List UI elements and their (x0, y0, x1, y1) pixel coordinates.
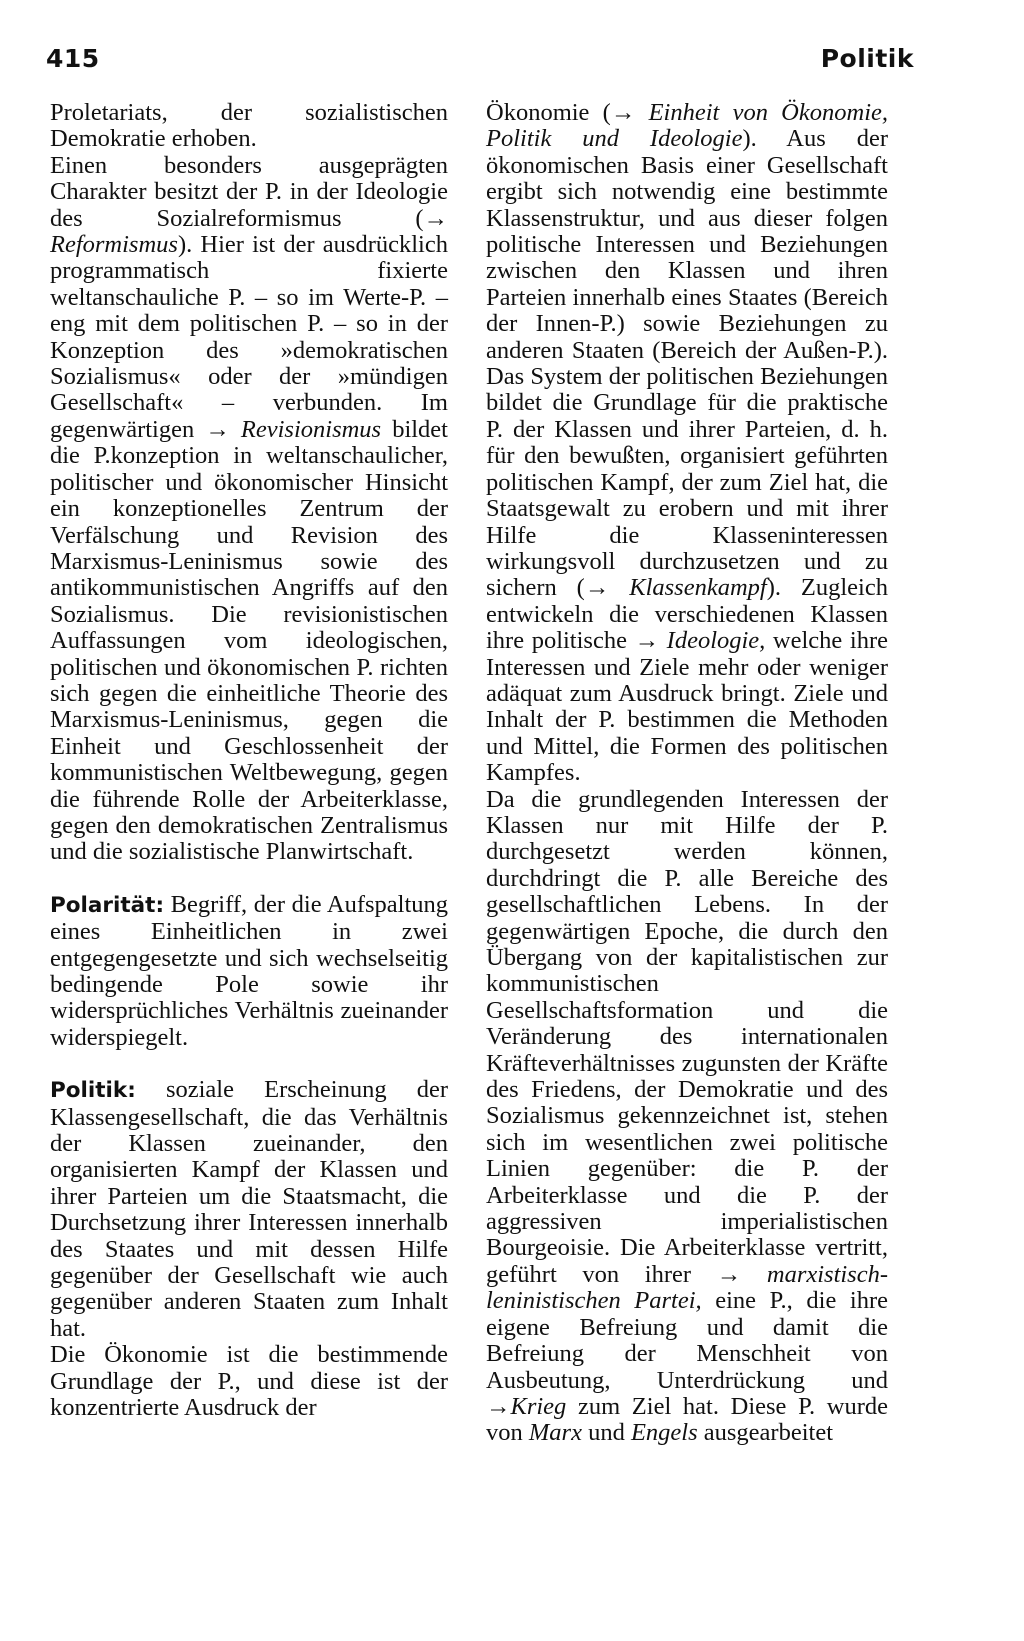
cross-reference-arrow-icon: → (634, 627, 660, 655)
entry-term-politik: Politik: (50, 1078, 136, 1104)
cross-reference-krieg[interactable]: Krieg (510, 1392, 567, 1420)
paragraph-sozialreformismus (50, 153, 448, 866)
paragraph-politische-linien (486, 787, 888, 1447)
cross-reference-klassenkampf[interactable]: Klassenkampf (609, 574, 767, 602)
cross-reference-reformismus[interactable]: Reformismus (50, 231, 178, 259)
paragraph-text: Ökonomie ( (486, 99, 611, 126)
cross-reference-arrow-icon: → (610, 99, 636, 126)
paragraph-text: ). Aus der ökonomischen Basis einer Gesellschaft ergibt sich notwendig eine bestimmte Klassenstruktur, und aus dieser folgen politische Interessen und Beziehungen zwischen den Klassen und ihren Parteien innerhalb eines Staates (Bereich der Innen-P.) sowie Beziehungen zu anderen Staaten (Bereich der Außen-P.). Das System der politischen Beziehungen bildet die Grundlage für die praktische P. der Klassen und ihrer Parteien, d. h. für den bewußten, organisiert geführten politischen Kampf, der zum Ziel hat, die Staatsgewalt zu erobern und mit ihrer Hilfe die Klasseninteressen wirkungsvoll durchzusetzen und zu sichern ( (486, 125, 888, 602)
paragraph-text: ). Hier ist der ausdrücklich programmatisch fixierte weltanschauliche P. – so im Werte-P. – eng mit dem politischen P. – so in der Konzeption des »demokratischen Sozialismus« oder der »mündigen Gesellschaft« – verbunden. Im gegenwärtigen (50, 231, 448, 443)
paragraph-text: und (581, 1419, 631, 1447)
paragraph-oekonomie: Die Ökonomie ist die bestimmende Grundlage der P., und diese ist der konzentrierte Ausdruck der (50, 1341, 448, 1422)
paragraph-text: ausgearbeitet (697, 1419, 834, 1447)
cross-reference-arrow-icon: → (584, 574, 610, 602)
cross-reference-partei[interactable]: marxistisch-leninistischen Partei, (486, 1260, 888, 1315)
cross-reference-einheit[interactable]: Einheit von Ökonomie, Politik und Ideologie (486, 99, 888, 153)
entry-definition: soziale Erscheinung der Klassengesellschaft, die das Verhältnis der Klassen zueinander, den organisierten Kampf der Klassen und ihrer Parteien um die Staatsmacht, die Durchsetzung ihrer Interessen innerhalb des Staates und mit dessen Hilfe gegenüber der Gesellschaft wie auch gegenüber anderen Staaten zum Inhalt hat. (50, 1076, 448, 1342)
cross-reference-revisionismus[interactable]: Revisionismus (229, 415, 382, 443)
cross-reference-arrow-icon: → (205, 415, 230, 443)
paragraph-text: Da die grundlegenden Interessen der Klassen nur mit Hilfe der P. durchgesetzt werden können, durchdringt die P. alle Bereiche des gesellschaftlichen Lebens. In der gegenwärtigen Epoche, die durch den Übergang von der kapitalistischen zur kommunistischen Gesellschaftsformation und die Veränderung des internationalen Kräfteverhältnisses zugunsten der Kräfte des Friedens, der Demokratie und des Sozialismus gekennzeichnet ist, stehen sich im wesentlichen zwei politische Linien gegenüber: die P. der Arbeiterklasse und die P. der aggressiven imperialistischen Bourgeoisie. Die Arbeiterklasse vertritt, geführt von ihrer (486, 785, 888, 1288)
cross-reference-arrow-icon: → (716, 1260, 742, 1288)
entry-politik (50, 1077, 448, 1342)
page-number: 415 (46, 44, 100, 73)
paragraph-text: ). Zugleich entwickeln die verschiedenen Klassen ihre politische (486, 574, 888, 655)
person-name-engels: Engels (630, 1419, 698, 1447)
left-column (50, 100, 448, 1422)
paragraph-text: eine P., die ihre eigene Befreiung und damit die Befreiung der Menschheit von Ausbeutung, Unterdrückung und (486, 1287, 888, 1394)
paragraph-text: bildet die P.konzeption in weltanschaulicher, politischer und ökonomischer Hinsicht ein konzeptionelles Zentrum der Verfälschung und Revision des Marxismus-Leninismus sowie des antikommunistischen Angriffs auf den Sozialismus. Die revisionistischen Auffassungen vom ideologischen, politischen und ökonomischen P. richten sich gegen die einheitliche Theorie des Marxismus-Leninismus, gegen die Einheit und Geschlossenheit der kommunistischen Weltbewegung, gegen die führende Rolle der Arbeiterklasse, gegen den demokratischen Zentralismus und die sozialistische Planwirtschaft. (50, 415, 448, 866)
paragraph-politik-continuation: Proletariats, der sozialistischen Demokratie erhoben. (50, 99, 448, 153)
entry-polaritaet (50, 892, 448, 1051)
person-name-marx: Marx (528, 1419, 582, 1447)
entry-term-polaritaet: Polarität: (50, 892, 165, 918)
paragraph-text: welche ihre Interessen und Ziele mehr oder weniger adäquat zum Ausdruck bringt. Ziele und Inhalt der P. bestimmen die Methoden und Mittel, die Formen des politischen Kampfes. (486, 627, 888, 787)
paragraph-text: zum Ziel hat. Diese P. wurde von (486, 1392, 888, 1447)
paragraph-text: Einen besonders ausgeprägten Charakter besitzt der P. in der Ideologie des Sozialreformismus ( (50, 151, 448, 232)
right-column (486, 100, 888, 1447)
entry-definition: Begriff, der die Aufspaltung eines Einheitlichen in zwei entgegengesetzte und sich wechselseitig bedingende Pole sowie ihr widersprüchliches Verhältnis zueinander widerspiegelt. (50, 890, 448, 1051)
cross-reference-arrow-icon: → (423, 204, 448, 232)
paragraph-oekonomie-basis (486, 100, 888, 787)
running-head: Politik (820, 44, 914, 73)
cross-reference-arrow-icon: → (486, 1392, 511, 1420)
cross-reference-ideologie[interactable]: Ideologie, (659, 627, 766, 655)
